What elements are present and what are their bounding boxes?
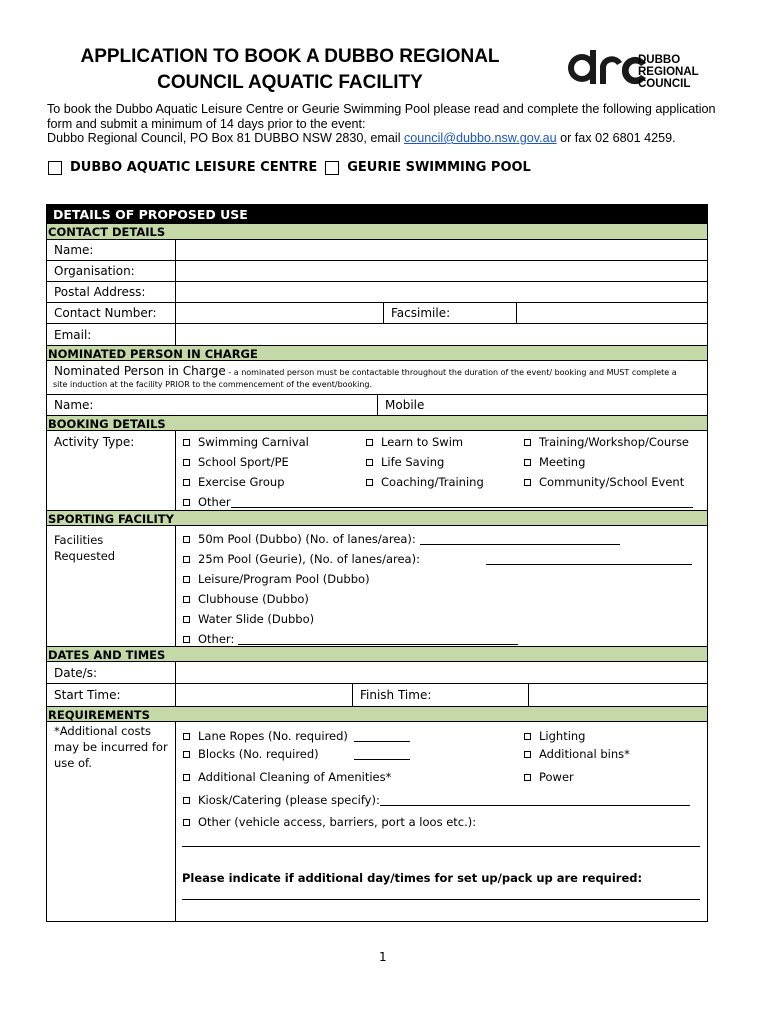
contact-number-label: Contact Number: (47, 303, 176, 323)
geurie-checkbox[interactable] (325, 161, 339, 175)
facility-other[interactable]: Other: (183, 629, 518, 649)
facilities-label: Facilities Requested (47, 526, 176, 646)
checkbox-icon (183, 819, 190, 826)
venue-selection (48, 160, 531, 175)
other-requirements-line[interactable] (182, 846, 700, 847)
email-field[interactable] (176, 324, 707, 345)
requirements-header: REQUIREMENTS (47, 706, 707, 722)
checkbox-icon (366, 439, 373, 446)
finish-time-label: Finish Time: (353, 684, 529, 706)
req-lighting[interactable]: Lighting (524, 726, 585, 746)
organisation-field[interactable] (176, 261, 707, 281)
checkbox-icon (524, 479, 531, 486)
contact-header: CONTACT DETAILS (47, 224, 707, 240)
req-bins[interactable]: Additional bins* (524, 744, 630, 764)
checkbox-icon (524, 774, 531, 781)
email-label: Email: (47, 324, 176, 345)
name-label: Name: (47, 240, 176, 260)
start-time-label: Start Time: (47, 684, 176, 706)
facsimile-label: Facsimile: (384, 303, 517, 323)
kiosk-line[interactable] (380, 794, 690, 806)
facsimile-field[interactable] (517, 303, 707, 323)
req-other[interactable]: Other (vehicle access, barriers, port a loos etc.): (183, 812, 476, 832)
lane-ropes-line[interactable] (354, 730, 410, 742)
activity-other[interactable]: Other (183, 492, 693, 512)
booking-header: BOOKING DETAILS (47, 415, 707, 431)
facility-leisure-pool[interactable]: Leisure/Program Pool (Dubbo) (183, 569, 370, 589)
checkbox-icon (183, 499, 190, 506)
checkbox-icon (183, 733, 190, 740)
dates-header: DATES AND TIMES (47, 646, 707, 662)
lanes-line[interactable] (486, 553, 692, 565)
dates-label: Date/s: (47, 662, 176, 683)
req-lane-ropes[interactable]: Lane Ropes (No. required) (183, 726, 410, 746)
start-time-field[interactable] (176, 684, 353, 706)
checkbox-icon (524, 439, 531, 446)
setup-line[interactable] (182, 899, 700, 900)
postal-field[interactable] (176, 282, 707, 302)
requirements-note: *Additional costs may be incurred for use of. (47, 722, 176, 921)
activity-life-saving[interactable]: Life Saving (366, 452, 444, 472)
activity-exercise-group[interactable]: Exercise Group (183, 472, 285, 492)
req-kiosk[interactable]: Kiosk/Catering (please specify): (183, 790, 690, 810)
checkbox-icon (183, 797, 190, 804)
setup-note: Please indicate if additional day/times for set up/pack up are required: (182, 871, 643, 885)
dates-field[interactable] (176, 662, 707, 683)
facility-50m-pool[interactable]: 50m Pool (Dubbo) (No. of lanes/area): (183, 529, 620, 549)
other-activity-line[interactable] (231, 496, 693, 508)
checkbox-icon (183, 576, 190, 583)
checkbox-icon (183, 596, 190, 603)
nominated-name-label: Name: (47, 395, 378, 415)
activity-training[interactable]: Training/Workshop/Course (524, 432, 689, 452)
dubbo-checkbox[interactable] (48, 161, 62, 175)
postal-label: Postal Address: (47, 282, 176, 302)
facility-waterslide[interactable]: Water Slide (Dubbo) (183, 609, 314, 629)
page-title: APPLICATION TO BOOK A DUBBO REGIONAL COUNCIL AQUATIC FACILITY (80, 46, 500, 93)
activity-learn-to-swim[interactable]: Learn to Swim (366, 432, 463, 452)
checkbox-icon (366, 479, 373, 486)
activity-school-sport[interactable]: School Sport/PE (183, 452, 289, 472)
req-blocks[interactable]: Blocks (No. required) (183, 744, 410, 764)
req-power[interactable]: Power (524, 767, 574, 787)
activity-swimming-carnival[interactable]: Swimming Carnival (183, 432, 309, 452)
activity-community[interactable]: Community/School Event (524, 472, 684, 492)
checkbox-icon (524, 751, 531, 758)
blocks-line[interactable] (354, 748, 410, 760)
geurie-venue-label: GEURIE SWIMMING POOL (347, 160, 531, 175)
booking-form (46, 204, 708, 922)
checkbox-icon (183, 774, 190, 781)
details-header: DETAILS OF PROPOSED USE (47, 205, 707, 224)
checkbox-icon (183, 751, 190, 758)
facility-clubhouse[interactable]: Clubhouse (Dubbo) (183, 589, 309, 609)
lanes-line[interactable] (420, 533, 620, 545)
checkbox-icon (183, 616, 190, 623)
page-number: 1 (379, 950, 387, 964)
other-facility-line[interactable] (238, 633, 518, 645)
checkbox-icon (524, 459, 531, 466)
checkbox-icon (183, 479, 190, 486)
checkbox-icon (183, 556, 190, 563)
intro-text: To book the Dubbo Aquatic Leisure Centre or Geurie Swimming Pool please read and complete the following application form and submit a minimum of 14 days prior to the event: Dubbo Regional Council, PO Box 81 DUBBO NSW 2830, email council@dubbo.nsw.gov.au or fax 02 6801 4259. (47, 102, 716, 145)
facility-25m-pool[interactable]: 25m Pool (Geurie), (No. of lanes/area): (183, 549, 692, 569)
council-logo-text: DUBBO REGIONAL COUNCIL (638, 54, 699, 90)
activity-coaching[interactable]: Coaching/Training (366, 472, 484, 492)
checkbox-icon (366, 459, 373, 466)
checkbox-icon (183, 459, 190, 466)
activity-meeting[interactable]: Meeting (524, 452, 585, 472)
finish-time-field[interactable] (529, 684, 707, 706)
contact-number-field[interactable] (176, 303, 384, 323)
activity-type-label: Activity Type: (47, 431, 176, 510)
checkbox-icon (183, 439, 190, 446)
organisation-label: Organisation: (47, 261, 176, 281)
mobile-label: Mobile (385, 398, 425, 412)
checkbox-icon (183, 636, 190, 643)
nominated-header: NOMINATED PERSON IN CHARGE (47, 345, 707, 361)
dubbo-venue-label: DUBBO AQUATIC LEISURE CENTRE (70, 160, 318, 175)
name-field[interactable] (176, 240, 707, 260)
email-link[interactable]: council@dubbo.nsw.gov.au (404, 131, 557, 145)
checkbox-icon (183, 536, 190, 543)
req-cleaning[interactable]: Additional Cleaning of Amenities* (183, 767, 391, 787)
nominated-info: Nominated Person in Charge - a nominated person must be contactable throughout the duration of the event/ booking and MUST complete a site induction at the facility PRIOR to the commencement of the event/booking. (47, 361, 707, 395)
sporting-header: SPORTING FACILITY (47, 510, 707, 526)
checkbox-icon (524, 733, 531, 740)
